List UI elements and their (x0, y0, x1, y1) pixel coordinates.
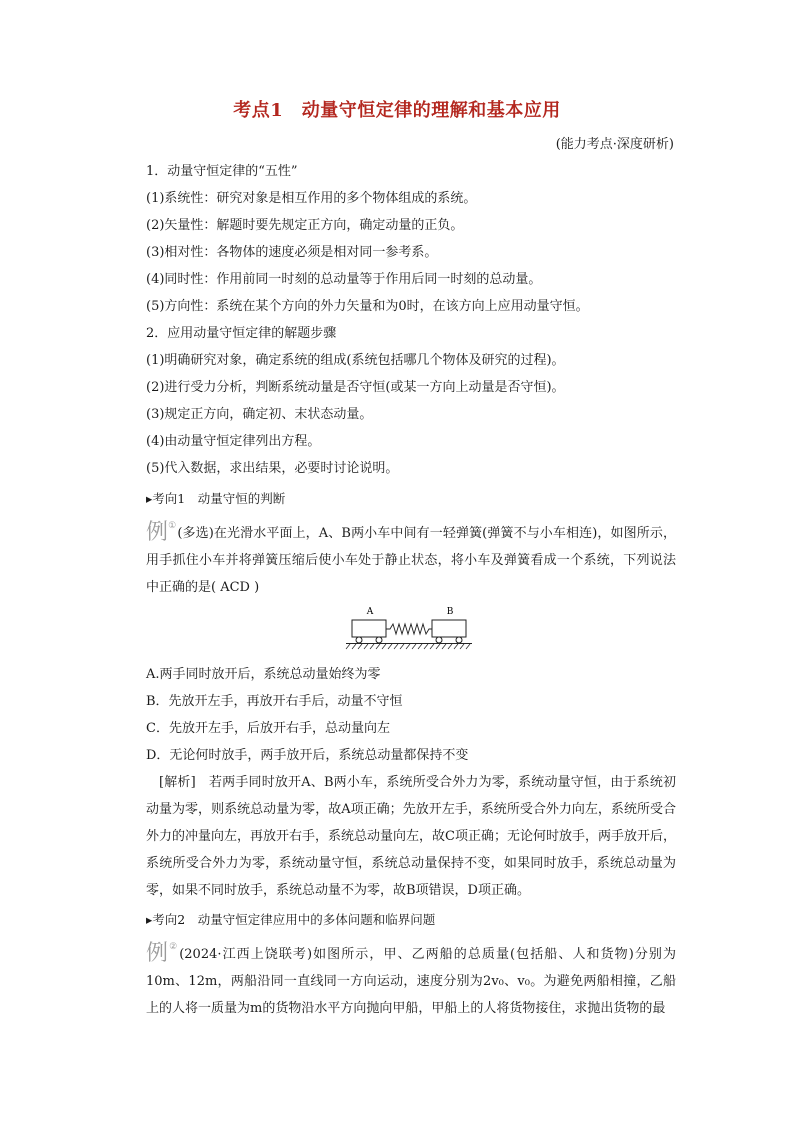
example-2-stem (146, 934, 676, 1022)
cart-a-body (352, 620, 386, 637)
sec1-item: (2)矢量性：解题时要先规定正方向，确定动量的正负。 (146, 218, 464, 233)
sec1-heading: 1．动量守恒定律的“五性” (146, 164, 298, 179)
example-mark: 例 (146, 941, 170, 966)
sec2-item: (5)代入数据，求出结果，必要时讨论说明。 (146, 461, 399, 476)
cart-b-wheel (436, 637, 442, 643)
sec1-item: (4)同时性：作用前同一时刻的总动量等于作用后同一时刻的总动量。 (146, 272, 542, 287)
analysis-text: [解析] 若两手同时放开A、B两小车，系统所受合外力为零，系统动量守恒，由于系统初动量为零，则系统总动量为零，故A项正确；先放开左手，系统所受合外力向左，系统所受合外力的冲量向左，再放开右手，系统总动量向左，故C项正确；无论何时放手，两手放开后，系统所受合外力为零，系统动量守恒，系统总动量保持不变，如果同时放手，系统总动量为零，如果不同时放手，系统总动量不为零，故B项错误，D项正确。 (146, 775, 676, 898)
section-subtitle: (能力考点·深度研析) (555, 137, 674, 152)
ground-hatching (346, 644, 470, 649)
sec2-item: (1)明确研究对象，确定系统的组成(系统包括哪几个物体及研究的过程)。 (146, 353, 565, 368)
sec2-item: (4)由动量守恒定律列出方程。 (146, 434, 321, 449)
cart-b-wheel (456, 637, 462, 643)
cart-a-wheel (356, 637, 362, 643)
cart-b-body (432, 620, 466, 637)
direction-2-heading: ▸考向2 动量守恒定律应用中的多体问题和临界问题 (146, 912, 436, 927)
cart-a-wheel (376, 637, 382, 643)
cart-b-label: B (446, 607, 454, 617)
sec2-item: (3)规定正方向，确定初、末状态动量。 (146, 407, 373, 422)
example-1-text: (多选)在光滑水平面上，A、B两小车中间有一轻弹簧(弹簧不与小车相连)，如图所示，用手抓住小车并将弹簧压缩后使小车处于静止状态，将小车及弹簧看成一个系统，下列说法中正确的是( ACD ) (146, 526, 676, 595)
option-b: B．先放开左手，再放开右手后，动量不守恒 (146, 694, 403, 709)
example-2-text: (2024·江西上饶联考)如图所示，甲、乙两船的总质量(包括船、人和货物)分别为10m、12m，两船沿同一直线同一方向运动，速度分别为2v₀、v₀。为避免两船相撞，乙船上的人将一质量为m的货物沿水平方向抛向甲船，甲船上的人将货物接住，求抛出货物的最 (146, 947, 676, 1016)
cart-a-label: A (366, 607, 374, 617)
spring-carts-figure (344, 604, 474, 654)
section-title: 考点1 动量守恒定律的理解和基本应用 (233, 100, 561, 121)
sec1-item: (1)系统性：研究对象是相互作用的多个物体组成的系统。 (146, 191, 477, 206)
option-a: A.两手同时放开后，系统总动量始终为零 (146, 667, 381, 682)
sec2-heading: 2．应用动量守恒定律的解题步骤 (146, 326, 337, 341)
compressed-spring (386, 624, 432, 634)
sec2-item: (2)进行受力分析，判断系统动量是否守恒(或某一方向上动量是否守恒)。 (146, 380, 565, 395)
option-d: D．无论何时放手，两手放开后，系统总动量都保持不变 (146, 748, 469, 763)
sec1-item: (3)相对性：各物体的速度必须是相对同一参考系。 (146, 245, 438, 260)
sec1-item: (5)方向性：系统在某个方向的外力矢量和为0时，在该方向上应用动量守恒。 (146, 299, 589, 314)
option-c: C．先放开左手，后放开右手，总动量向左 (146, 721, 390, 736)
example-number: ② (169, 942, 179, 952)
analysis-paragraph (146, 769, 676, 904)
example-number: ① (168, 521, 177, 531)
example-1-stem (146, 513, 676, 601)
example-mark: 例 (146, 520, 169, 545)
direction-1-heading: ▸考向1 动量守恒的判断 (146, 491, 286, 506)
